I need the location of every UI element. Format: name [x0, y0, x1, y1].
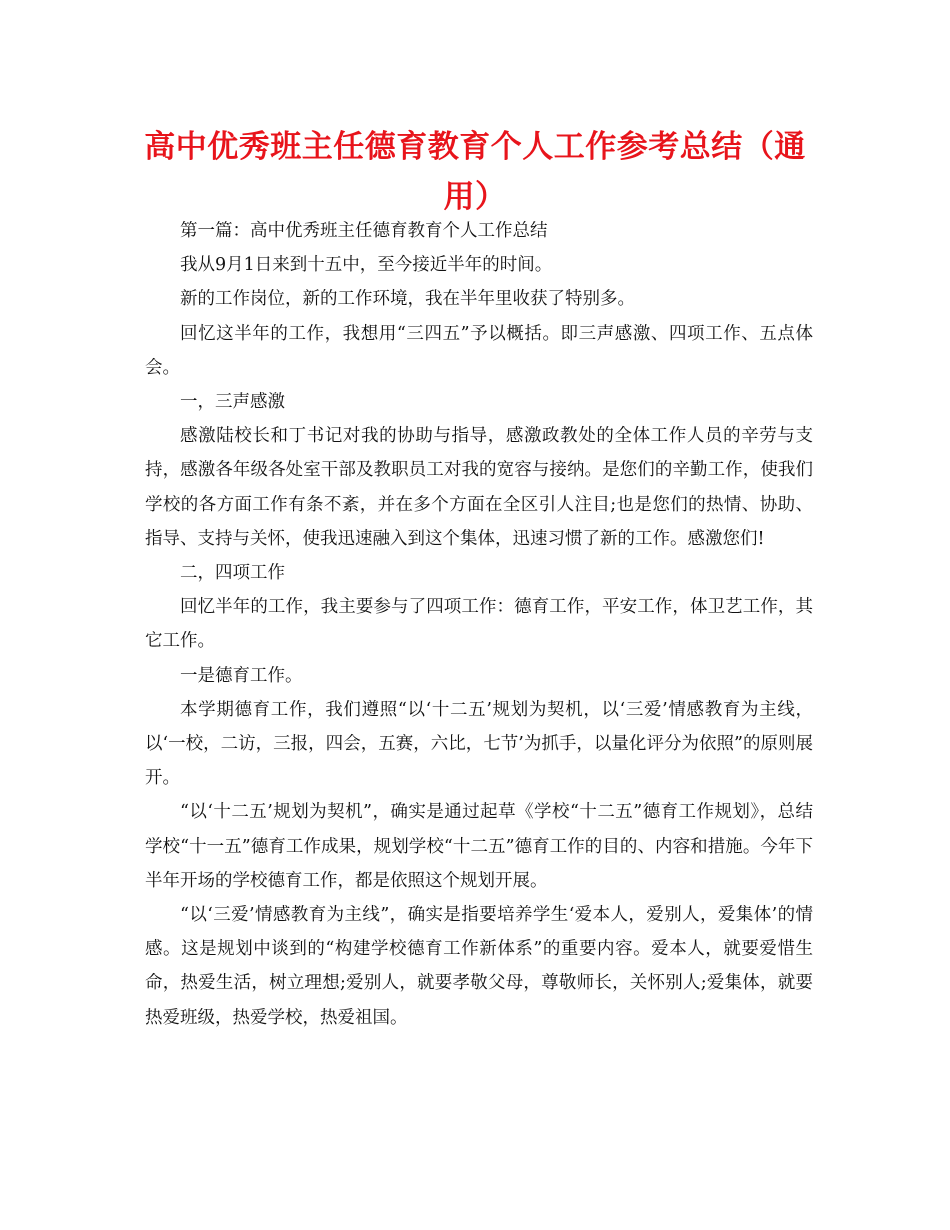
section-heading: 一，三声感激 [180, 392, 285, 413]
paragraph: 我从9月1日来到十五中，至今接近半年的时间。 [180, 255, 553, 276]
paragraph: 第一篇：高中优秀班主任德育教育个人工作总结 [180, 221, 548, 241]
paragraph: 回忆这半年的工作，我想用“三四五”予以概括。即三声感激、四项工作、五点体会。 [145, 323, 813, 378]
sub-heading: 一是德育工作。 [180, 665, 303, 686]
paragraph: 新的工作岗位，新的工作环境，我在半年里收获了特别多。 [180, 289, 635, 310]
section-heading: 二，四项工作 [180, 563, 285, 584]
paragraph: 感激陆校长和丁书记对我的协助与指导，感激政教处的全体工作人员的辛劳与支持，感激各年级各处室干部及教职员工对我的宽容与接纳。是您们的辛勤工作，使我们学校的各方面工作有条不紊，并在多个方面在全区引人注目;也是您们的热情、协助、指导、支持与关怀，使我迅速融入到这个集体，迅速习惯了新的工作。感激您们! [145, 426, 813, 549]
paragraph: 回忆半年的工作，我主要参与了四项工作：德育工作，平安工作，体卫艺工作，其它工作。 [145, 597, 813, 652]
document-body [145, 214, 813, 1035]
document-title: 高中优秀班主任德育教育个人工作参考总结（通用） [144, 129, 806, 215]
paragraph: “以‘三爱’情感教育为主线”，确实是指要培养学生‘爱本人，爱别人，爱集体’的情感。这是规划中谈到的“构建学校德育工作新体系”的重要内容。爱本人，就要爱惜生命，热爱生活，树立理想;爱别人，就要孝敬父母，尊敬师长，关怀别人;爱集体，就要热爱班级，热爱学校，热爱祖国。 [145, 905, 813, 1028]
paragraph: 本学期德育工作，我们遵照“以‘十二五’规划为契机，以‘三爱’情感教育为主线，以‘一校，二访，三报，四会，五赛，六比，七节’为抓手，以量化评分为依照”的原则展开。 [145, 699, 813, 789]
paragraph: “以‘十二五’规划为契机”，确实是通过起草《学校“十二五”德育工作规划》，总结学校“十一五”德育工作成果，规划学校“十二五”德育工作的目的、内容和措施。今年下半年开场的学校德育工作，都是依照这个规划开展。 [145, 802, 813, 891]
